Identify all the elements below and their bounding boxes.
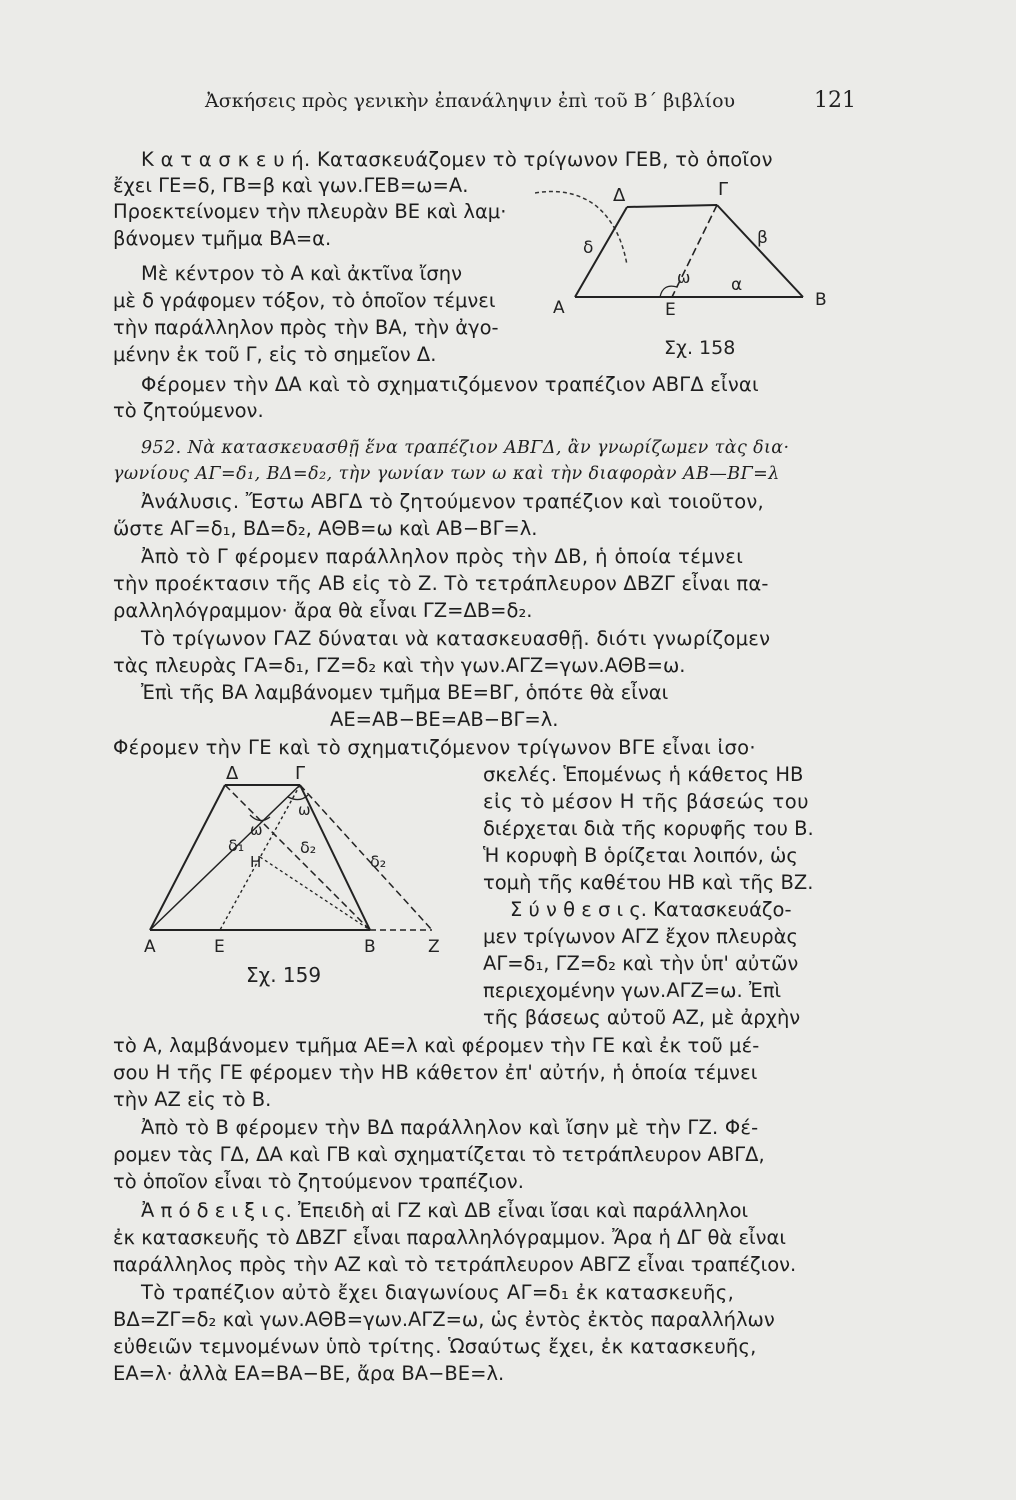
text-line: τὴν προέκτασιν τῆς ΑΒ εἰς τὸ Ζ. Τὸ τετράπλευρον ΔΒΖΓ εἶναι πα- xyxy=(113,572,769,595)
label-a: Α xyxy=(553,298,565,318)
text-line: τὸ Α, λαμβάνομεν τμῆμα ΑΕ=λ καὶ φέρομεν τὴν ΓΕ καὶ ἐκ τοῦ μέ- xyxy=(113,1034,760,1057)
label-delta: δ xyxy=(583,238,594,258)
text-line: μεν τρίγωνον ΑΓΖ ἔχον πλευρὰς xyxy=(483,925,798,948)
label-alpha: α xyxy=(731,275,743,295)
label-omega-center: ω xyxy=(250,821,263,839)
text-line: ΑΕ=ΑΒ−ΒΕ=ΑΒ−ΒΓ=λ. xyxy=(330,708,559,731)
text-line: ΒΔ=ΖΓ=δ₂ καὶ γων.ΑΘΒ=γων.ΑΓΖ=ω, ὡς ἐντὸς ἐκτὸς παραλλήλων xyxy=(113,1308,775,1331)
text-line: Κ α τ α σ κ ε υ ή. Κατασκευάζομεν τὸ τρίγωνον ΓΕΒ, τὸ ὁποῖον xyxy=(141,148,773,171)
label-e: Ε xyxy=(665,300,676,320)
text-line: Προεκτείνομεν τὴν πλευρὰν ΒΕ καὶ λαμ· xyxy=(113,200,507,223)
label-h: Η xyxy=(250,853,262,871)
text-line: σου Η τῆς ΓΕ φέρομεν τὴν ΗΒ κάθετον ἐπ' αὐτήν, ἡ ὁποία τέμνει xyxy=(113,1061,758,1084)
text-line: Ἡ κορυφὴ Β ὁρίζεται λοιπόν, ὡς xyxy=(483,844,798,867)
text-line: Ἀπὸ τὸ Γ φέρομεν παράλληλον πρὸς τὴν ΔΒ, ἡ ὁποία τέμνει xyxy=(141,545,744,568)
figure-158-caption: Σχ. 158 xyxy=(664,337,736,359)
label-e: Ε xyxy=(214,937,225,957)
text-line: διέρχεται διὰ τῆς κορυφῆς του Β. xyxy=(483,817,814,840)
label-d2-outer: δ₂ xyxy=(370,852,387,871)
text-line: Μὲ κέντρον τὸ Α καὶ ἀκτῖνα ἴσην xyxy=(141,262,463,285)
text-line: Ἀ π ό δ ε ι ξ ι ς. Ἐπειδὴ αἱ ΓΖ καὶ ΔΒ εἶναι ἴσαι καὶ παράλληλοι xyxy=(141,1199,749,1222)
text-line: Τὸ τραπέζιον αὐτὸ ἔχει διαγωνίους ΑΓ=δ₁ ἐκ κατασκευῆς, xyxy=(141,1281,735,1304)
text-line: ἔχει ΓΕ=δ, ΓΒ=β καὶ γων.ΓΕΒ=ω=Α. xyxy=(113,174,469,197)
diagonal-ag xyxy=(150,785,300,930)
text-line: Τὸ τρίγωνον ΓΑΖ δύναται νὰ κατασκευασθῇ. διότι γνωρίζομεν xyxy=(141,627,771,650)
trapezoid-side-gb xyxy=(717,205,803,297)
label-d1: δ₁ xyxy=(228,836,245,855)
label-b: Β xyxy=(815,290,827,310)
text-line: σκελές. Ἑπομένως ἡ κάθετος ΗΒ xyxy=(483,763,804,786)
label-a: Α xyxy=(144,937,156,957)
running-title: Ἀσκήσεις πρὸς γενικὴν ἐπανάληψιν ἐπὶ τοῦ Β΄ βιβλίου xyxy=(205,90,736,112)
text-line: εὐθειῶν τεμνομένων ὑπὸ τρίτης. Ὡσαύτως ἔχει, ἐκ κατασκευῆς, xyxy=(113,1335,757,1358)
text-line: ἐκ κατασκευῆς τὸ ΔΒΖΓ εἶναι παραλληλόγραμμον. Ἄρα ἡ ΔΓ θὰ εἶναι xyxy=(113,1226,786,1249)
text-line: βάνομεν τμῆμα ΒΑ=α. xyxy=(113,227,332,250)
text-line: Φέρομεν τὴν ΓΕ καὶ τὸ σχηματιζόμενον τρίγωνον ΒΓΕ εἶναι ἰσο· xyxy=(113,736,756,759)
segment-gz xyxy=(300,785,432,930)
text-line: τὸ ζητούμενον. xyxy=(113,399,264,422)
label-omega: ω xyxy=(677,268,691,287)
text-line: Ἀνάλυσις. Ἔστω ΑΒΓΔ τὸ ζητούμενον τραπέζιον καὶ τοιοῦτον, xyxy=(141,490,764,513)
trapezoid-side-ad xyxy=(150,785,225,930)
text-line: Φέρομεν τὴν ΔΑ καὶ τὸ σχηματιζόμενον τραπέζιον ΑΒΓΔ εἶναι xyxy=(141,373,759,396)
text-line: τομὴ τῆς καθέτου ΗΒ καὶ τῆς ΒΖ. xyxy=(483,871,814,894)
page-number: 121 xyxy=(814,88,856,113)
figure-158 xyxy=(535,165,835,325)
text-line: Ἀπὸ τὸ Β φέρομεν τὴν ΒΔ παράλληλον καὶ ἴσην μὲ τὴν ΓΖ. Φέ- xyxy=(141,1116,759,1139)
label-d: Δ xyxy=(226,763,239,784)
text-line: μὲ δ γράφομεν τόξον, τὸ ὁποῖον τέμνει xyxy=(113,289,496,312)
label-z: Ζ xyxy=(428,937,440,957)
text-line: ΑΓ=δ₁, ΓΖ=δ₂ καὶ τὴν ὑπ' αὐτῶν xyxy=(483,952,799,975)
text-line: παράλληλος πρὸς τὴν ΑΖ καὶ τὸ τετράπλευρον ΑΒΓΖ εἶναι τραπέζιον. xyxy=(113,1253,797,1276)
text-line: τὴν παράλληλον πρὸς τὴν ΒΑ, τὴν ἀγο- xyxy=(113,316,499,339)
label-g: Γ xyxy=(295,763,306,784)
perpendicular-hb xyxy=(260,857,370,930)
text-line: τῆς βάσεως αὐτοῦ ΑΖ, μὲ ἀρχὴν xyxy=(483,1006,801,1029)
label-d-top: Δ xyxy=(613,185,626,206)
exercise-statement: γωνίους ΑΓ=δ₁, ΒΔ=δ₂, τὴν γωνίαν των ω καὶ τὴν διαφορὰν ΑΒ—ΒΓ=λ xyxy=(113,464,780,484)
figure-159 xyxy=(140,755,460,965)
text-line: ὥστε ΑΓ=δ₁, ΒΔ=δ₂, ΑΘΒ=ω καὶ ΑΒ−ΒΓ=λ. xyxy=(113,517,538,540)
text-line: Ἐπὶ τῆς ΒΑ λαμβάνομεν τμῆμα ΒΕ=ΒΓ, ὁπότε θὰ εἶναι xyxy=(141,681,669,704)
label-d2-inner: δ₂ xyxy=(300,838,317,857)
text-line: τὴν ΑΖ εἰς τὸ Β. xyxy=(113,1088,272,1111)
text-line: μένην ἐκ τοῦ Γ, εἰς τὸ σημεῖον Δ. xyxy=(113,343,437,366)
label-beta: β xyxy=(757,228,768,248)
text-line: ΕΑ=λ· ἀλλὰ ΕΑ=ΒΑ−ΒΕ, ἄρα ΒΑ−ΒΕ=λ. xyxy=(113,1362,505,1385)
text-line: περιεχομένην γων.ΑΓΖ=ω. Ἐπὶ xyxy=(483,979,782,1002)
text-line: τὸ ὁποῖον εἶναι τὸ ζητούμενον τραπέζιον. xyxy=(113,1170,524,1193)
text-line: Σ ύ ν θ ε σ ι ς. Κατασκευάζο- xyxy=(510,898,792,921)
label-b: Β xyxy=(364,937,376,957)
text-line: εἰς τὸ μέσον Η τῆς βάσεώς του xyxy=(483,790,810,813)
text-line: ραλληλόγραμμον· ἄρα θὰ εἶναι ΓΖ=ΔΒ=δ₂. xyxy=(113,599,533,622)
trapezoid-top-dg xyxy=(627,205,717,207)
text-line: ρομεν τὰς ΓΔ, ΔΑ καὶ ΓΒ καὶ σχηματίζεται τὸ τετράπλευρον ΑΒΓΔ, xyxy=(113,1143,765,1166)
figure-159-caption: Σχ. 159 xyxy=(246,963,322,987)
exercise-statement: 952. Νὰ κατασκευασθῇ ἕνα τραπέζιον ΑΒΓΔ, ἂν γνωρίζωμεν τὰς δια· xyxy=(141,438,790,458)
text-line: τὰς πλευρὰς ΓΑ=δ₁, ΓΖ=δ₂ καὶ τὴν γων.ΑΓΖ=γων.ΑΘΒ=ω. xyxy=(113,654,686,677)
label-omega-top: ω xyxy=(298,801,311,819)
label-g-top: Γ xyxy=(718,179,729,200)
